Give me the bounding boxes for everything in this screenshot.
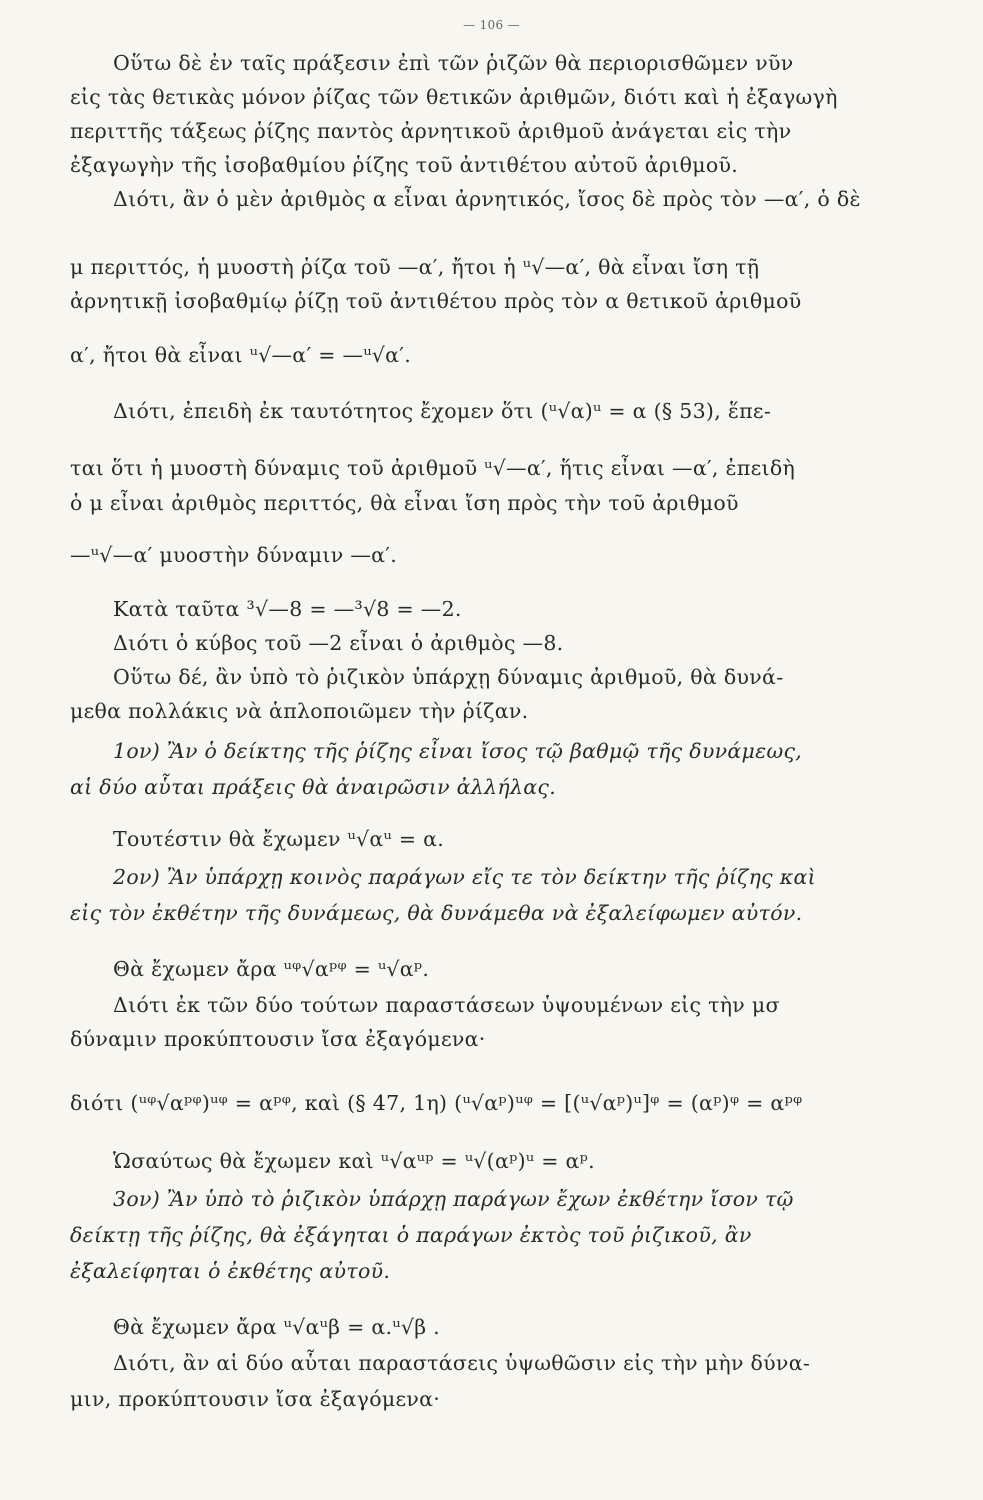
text-line: εἰς τὸν ἐκθέτην τῆς δυνάμεως, θὰ δυνάμεθα νὰ ἐξαλείφωμεν αὐτόν. — [70, 901, 803, 925]
text-line: α′, ἤτοι θὰ εἶναι ᵘ√—α′ = —ᵘ√α′. — [70, 343, 412, 367]
text-line: διότι (ᵘᵠ√αᵖᵠ)ᵘᵠ = αᵖᵠ, καὶ (§ 47, 1η) (ᵘ√αᵖ)ᵘᵠ = [(ᵘ√αᵖ)ᵘ]ᵠ = (αᵖ)ᵠ = αᵖᵠ — [70, 1091, 803, 1115]
text-line: Θὰ ἔχωμεν ἄρα ᵘ√αᵘβ = α.ᵘ√β . — [113, 1315, 440, 1339]
text-line: Διότι ὁ κύβος τοῦ —2 εἶναι ὁ ἀριθμὸς —8. — [113, 631, 564, 655]
text-line: μ περιττός, ἡ μυοστὴ ῥίζα τοῦ —α′, ἤτοι ἡ ᵘ√—α′, θὰ εἶναι ἴση τῇ — [70, 255, 760, 279]
text-line: δύναμιν προκύπτουσιν ἴσα ἐξαγόμενα· — [70, 1027, 486, 1051]
text-line: ἀρνητικῇ ἰσοβαθμίῳ ῥίζῃ τοῦ ἀντιθέτου πρὸς τὸν α θετικοῦ ἀριθμοῦ — [70, 289, 802, 313]
text-line: μιν, προκύπτουσιν ἴσα ἐξαγόμενα· — [70, 1387, 441, 1411]
text-line: μεθα πολλάκις νὰ ἁπλοποιῶμεν τὴν ῥίζαν. — [70, 699, 529, 723]
text-line: 3ον) Ἂν ὑπὸ τὸ ῥιζικὸν ὑπάρχῃ παράγων ἔχων ἐκθέτην ἴσον τῷ — [113, 1187, 794, 1211]
text-line: δείκτῃ τῆς ῥίζης, θὰ ἐξάγηται ὁ παράγων ἐκτὸς τοῦ ῥιζικοῦ, ἂν — [70, 1223, 752, 1247]
text-line: Οὕτω δέ, ἂν ὑπὸ τὸ ῥιζικὸν ὑπάρχῃ δύναμις ἀριθμοῦ, θὰ δυνά- — [113, 665, 784, 689]
text-line: Θὰ ἔχωμεν ἄρα ᵘᵠ√αᵖᵠ = ᵘ√αᵖ. — [113, 957, 430, 981]
text-line: Ὡσαύτως θὰ ἔχωμεν καὶ ᵘ√αᵘᵖ = ᵘ√(αᵖ)ᵘ = αᵖ. — [113, 1149, 595, 1173]
page-number: — 106 — — [463, 18, 520, 32]
text-line: Διότι, ἂν αἱ δύο αὗται παραστάσεις ὑψωθῶσιν εἰς τὴν μὴν δύνα- — [113, 1351, 811, 1375]
text-line: Τουτέστιν θὰ ἔχωμεν ᵘ√αᵘ = α. — [113, 827, 445, 851]
text-line: 2ον) Ἂν ὑπάρχῃ κοινὸς παράγων εἴς τε τὸν δείκτην τῆς ῥίζης καὶ — [113, 865, 816, 889]
text-line: Διότι, ἂν ὁ μὲν ἀριθμὸς α εἶναι ἀρνητικός, ἴσος δὲ πρὸς τὸν —α′, ὁ δὲ — [113, 187, 861, 211]
text-line: αἱ δύο αὗται πράξεις θὰ ἀναιρῶσιν ἀλλήλας. — [70, 775, 557, 799]
text-line: Διότι, ἐπειδὴ ἐκ ταυτότητος ἔχομεν ὅτι (ᵘ√α)ᵘ = α (§ 53), ἕπε- — [113, 399, 772, 423]
text-line: ἐξαλείφηται ὁ ἐκθέτης αὐτοῦ. — [70, 1259, 391, 1283]
text-line: περιττῆς τάξεως ῥίζης παντὸς ἀρνητικοῦ ἀριθμοῦ ἀνάγεται εἰς τὴν — [70, 119, 792, 143]
text-line: ὁ μ εἶναι ἀριθμὸς περιττός, θὰ εἶναι ἴση πρὸς τὴν τοῦ ἀριθμοῦ — [70, 491, 739, 515]
text-line: Διότι ἐκ τῶν δύο τούτων παραστάσεων ὑψουμένων εἰς τὴν μσ — [113, 993, 780, 1017]
text-line: ται ὅτι ἡ μυοστὴ δύναμις τοῦ ἀριθμοῦ ᵘ√—α′, ἥτις εἶναι —α′, ἐπειδὴ — [70, 456, 796, 480]
text-line: —ᵘ√—α′ μυοστὴν δύναμιν —α′. — [70, 543, 398, 567]
text-line: Οὕτω δὲ ἐν ταῖς πράξεσιν ἐπὶ τῶν ῥιζῶν θὰ περιορισθῶμεν νῦν — [113, 51, 794, 75]
text-line: ἐξαγωγὴν τῆς ἰσοβαθμίου ῥίζης τοῦ ἀντιθέτου αὐτοῦ ἀριθμοῦ. — [70, 153, 739, 177]
text-line: Κατὰ ταῦτα ³√—8 = —³√8 = —2. — [113, 597, 462, 621]
text-line: 1ον) Ἂν ὁ δείκτης τῆς ῥίζης εἶναι ἴσος τῷ βαθμῷ τῆς δυνάμεως, — [113, 739, 803, 763]
text-line: εἰς τὰς θετικὰς μόνον ῥίζας τῶν θετικῶν ἀριθμῶν, διότι καὶ ἡ ἐξαγωγὴ — [70, 85, 838, 109]
